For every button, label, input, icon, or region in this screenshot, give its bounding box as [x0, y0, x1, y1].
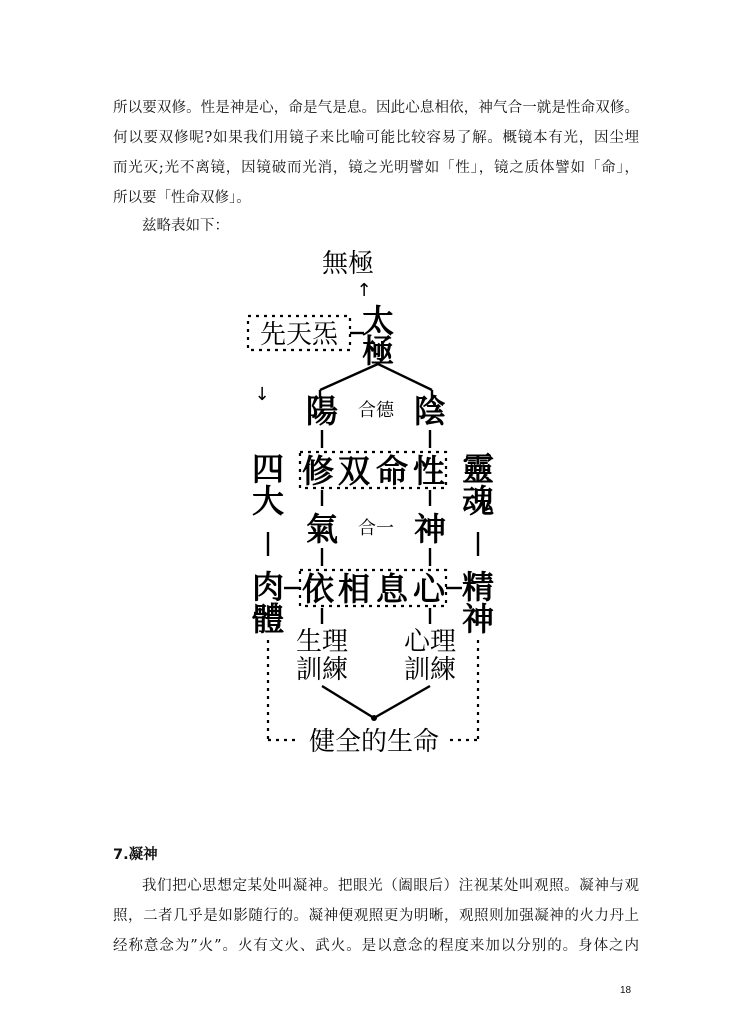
- sida-char-2: 大: [251, 482, 285, 520]
- arrow-down-icon: ↓: [254, 384, 270, 405]
- yang-label: 陽: [305, 392, 339, 430]
- shuangxiu-char: 修: [301, 452, 335, 490]
- text-line: 何以要双修呢?如果我们用镜子来比喻可能比较容易了解。概镜本有光，因尘埋: [113, 130, 639, 146]
- xinxi-char: 相: [337, 570, 371, 608]
- shuangxiu-char: 性: [412, 452, 446, 490]
- wuji-label: 無極: [321, 249, 375, 279]
- shen-label: 神: [413, 510, 447, 548]
- diagram-intro: 兹略表如下：: [142, 218, 229, 234]
- xinxi-char: 息: [375, 570, 409, 608]
- sida-char-1: 四: [251, 450, 285, 488]
- section-heading: 7.凝神: [113, 847, 158, 863]
- jianquan-label: 健全的生命: [308, 727, 440, 757]
- xinli-line-1: 心理: [403, 627, 457, 657]
- xiantian-label: 先天炁: [259, 320, 339, 350]
- merge-dot: [371, 715, 377, 721]
- linghun-char-1: 靈: [461, 450, 495, 488]
- jingshen-char-2: 神: [461, 600, 495, 638]
- taiji-char-1: 太: [361, 302, 395, 340]
- shuangxiu-char: 双: [337, 452, 371, 490]
- xinli-line-2: 訓練: [403, 655, 457, 685]
- text-line: 而光灭;光不离镜，因镜破而光消，镜之光明譬如「性」，镜之质体譬如「命」，: [113, 160, 639, 176]
- xingming-diagram: [240, 240, 510, 760]
- arrow-up-icon: ↑: [356, 280, 372, 301]
- qi-label: 氣: [305, 510, 339, 548]
- text-line: 所以要双修。性是神是心，命是气是息。因此心息相依，神气合一就是性命双修。: [113, 100, 639, 116]
- paragraph-2: [113, 871, 639, 961]
- taiji-char-2: 極: [361, 332, 395, 370]
- xinxi-char: 心: [412, 570, 446, 608]
- paragraph-1: [113, 93, 639, 213]
- xinxi-char: 依: [301, 570, 335, 608]
- text-line: 我们把心思想定某处叫凝神。把眼光（阖眼后）注视某处叫观照。凝神与观: [142, 878, 639, 894]
- shengli-line-2: 訓練: [295, 655, 349, 685]
- routi-char-2: 體: [251, 600, 285, 638]
- yin-label: 陰: [413, 392, 447, 430]
- jingshen-char-1: 精: [461, 568, 495, 606]
- merge-lines: [322, 686, 430, 718]
- text-line: 经称意念为”火”。火有文火、武火。是以意念的程度来加以分别的。身体之内: [113, 938, 639, 954]
- routi-char-1: 肉: [251, 568, 285, 606]
- text-line: 照，二者几乎是如影随行的。凝神便观照更为明晰，观照则加强凝神的火力丹上: [113, 908, 639, 924]
- shengli-line-1: 生理: [295, 627, 349, 657]
- text-line: 所以要「性命双修」。: [113, 190, 251, 206]
- page-number: 18: [620, 985, 632, 996]
- linghun-char-2: 魂: [461, 482, 495, 520]
- heyi-label: 合一: [358, 518, 394, 539]
- hede-label: 合德: [358, 400, 394, 421]
- shuangxiu-char: 命: [375, 452, 409, 490]
